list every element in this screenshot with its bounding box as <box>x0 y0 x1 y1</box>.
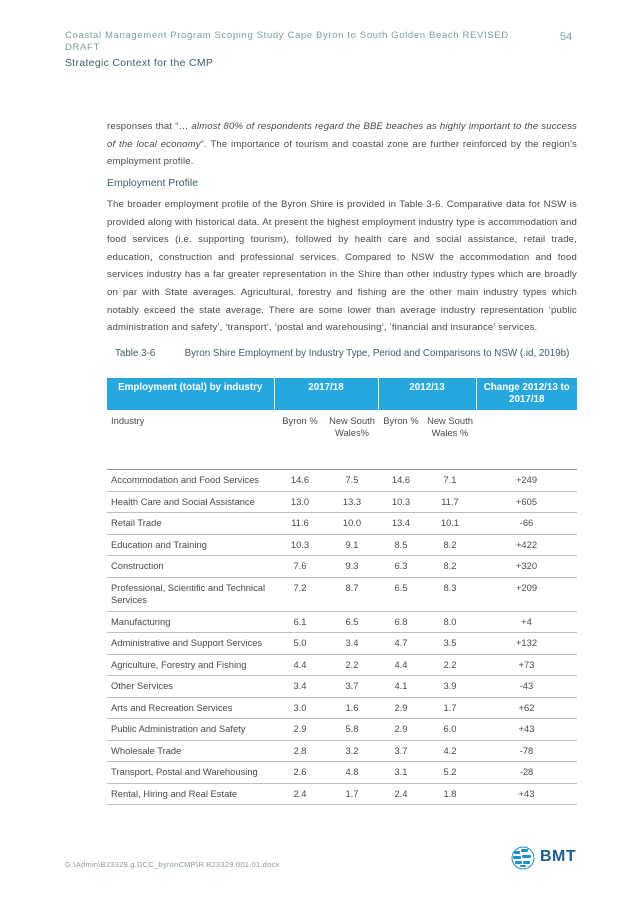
cell-change: +605 <box>476 491 577 513</box>
cell-byron-b: 2.9 <box>378 697 424 719</box>
table-row <box>107 470 577 492</box>
cell-nsw-b: 7.1 <box>424 470 476 492</box>
cell-industry: Agriculture, Forestry and Fishing <box>107 654 274 676</box>
cell-nsw-b: 8.2 <box>424 534 476 556</box>
cell-change: +43 <box>476 783 577 805</box>
table-caption-number: Table 3-6 <box>115 348 156 359</box>
cell-change: +132 <box>476 633 577 655</box>
employment-paragraph: The broader employment profile of the Byron Shire is provided in Table 3-6. Comparative data for NSW is provided along with historical data. At present the highest employment industry type is accommodation and food services (i.e. supporting tourism), followed by health care and social assistance, retail trade, education, construction and professional services. Compared to NSW the accommodation and food services industry has a far greater representation in the Shire than other industry types which are broadly on par with State averages. Agricultural, forestry and fishing are the other main industry types which notably exceed the state average. There are some lower than average industry representation ‘public administration and safety’, ‘transport’, ‘postal and warehousing’, ‘financial and insurance’ services. <box>107 199 577 334</box>
cell-nsw-b: 11.7 <box>424 491 476 513</box>
subheader-byron-b: Byron % <box>378 410 424 470</box>
cell-byron-b: 10.3 <box>378 491 424 513</box>
cell-nsw-a: 8.7 <box>326 577 378 611</box>
intro-paragraph <box>107 118 577 171</box>
cell-industry: Construction <box>107 556 274 578</box>
cell-change: +320 <box>476 556 577 578</box>
table-row <box>107 633 577 655</box>
cell-byron-b: 6.8 <box>378 611 424 633</box>
cell-nsw-a: 3.4 <box>326 633 378 655</box>
cell-nsw-b: 2.2 <box>424 654 476 676</box>
table-row <box>107 556 577 578</box>
cell-byron-b: 4.1 <box>378 676 424 698</box>
table-row <box>107 577 577 611</box>
cell-industry: Public Administration and Safety <box>107 719 274 741</box>
bmt-logo-text: BMT <box>540 848 577 865</box>
table-row <box>107 654 577 676</box>
cell-byron-b: 6.5 <box>378 577 424 611</box>
subheader-nsw-b: New South Wales % <box>424 410 476 470</box>
cell-byron-b: 6.3 <box>378 556 424 578</box>
cell-nsw-a: 9.1 <box>326 534 378 556</box>
cell-byron-b: 8.5 <box>378 534 424 556</box>
cell-industry: Retail Trade <box>107 513 274 535</box>
cell-industry: Manufacturing <box>107 611 274 633</box>
cell-byron-a: 6.1 <box>274 611 326 633</box>
cell-industry: Accommodation and Food Services <box>107 470 274 492</box>
bmt-logo <box>510 845 577 869</box>
cell-industry: Arts and Recreation Services <box>107 697 274 719</box>
document-title: Coastal Management Program Scoping Study Cape Byron to South Golden Beach REVISED DRAFT <box>65 30 509 53</box>
intro-suffix: ”. The importance of tourism and coastal zone are further reinforced by the region’s employment profile. <box>107 138 577 168</box>
cell-nsw-a: 6.5 <box>326 611 378 633</box>
footer-file-path: G:\Admin\B23329.g.DCC_byronCMP\R.B23329.001.01.docx <box>65 860 280 869</box>
cell-byron-b: 2.4 <box>378 783 424 805</box>
header-period-b: 2012/13 <box>378 378 476 410</box>
cell-byron-a: 2.4 <box>274 783 326 805</box>
cell-nsw-b: 4.2 <box>424 740 476 762</box>
cell-byron-b: 4.7 <box>378 633 424 655</box>
cell-nsw-a: 10.0 <box>326 513 378 535</box>
cell-industry: Health Care and Social Assistance <box>107 491 274 513</box>
table-row <box>107 783 577 805</box>
table-row <box>107 762 577 784</box>
cell-byron-b: 2.9 <box>378 719 424 741</box>
cell-byron-a: 2.8 <box>274 740 326 762</box>
cell-change: +73 <box>476 654 577 676</box>
table-row <box>107 719 577 741</box>
cell-nsw-a: 5.8 <box>326 719 378 741</box>
cell-byron-a: 3.0 <box>274 697 326 719</box>
cell-change: +4 <box>476 611 577 633</box>
table-header-row <box>107 378 577 410</box>
table-row <box>107 513 577 535</box>
table-row <box>107 491 577 513</box>
cell-change: -66 <box>476 513 577 535</box>
cell-nsw-a: 1.6 <box>326 697 378 719</box>
cell-byron-b: 3.1 <box>378 762 424 784</box>
cell-change: -28 <box>476 762 577 784</box>
cell-nsw-b: 8.2 <box>424 556 476 578</box>
subheader-industry: Industry <box>107 410 274 470</box>
cell-nsw-a: 7.5 <box>326 470 378 492</box>
cell-nsw-b: 3.9 <box>424 676 476 698</box>
cell-byron-b: 4.4 <box>378 654 424 676</box>
cell-change: +249 <box>476 470 577 492</box>
cell-nsw-a: 3.7 <box>326 676 378 698</box>
cell-nsw-a: 1.7 <box>326 783 378 805</box>
cell-nsw-a: 9.3 <box>326 556 378 578</box>
cell-byron-a: 2.9 <box>274 719 326 741</box>
cell-nsw-b: 8.3 <box>424 577 476 611</box>
cell-byron-a: 10.3 <box>274 534 326 556</box>
cell-change: -43 <box>476 676 577 698</box>
header-period-a: 2017/18 <box>274 378 378 410</box>
subheader-change <box>476 410 577 470</box>
cell-byron-a: 11.6 <box>274 513 326 535</box>
employment-profile-heading: Employment Profile <box>107 177 199 189</box>
cell-industry: Professional, Scientific and Technical Services <box>107 577 274 611</box>
table-row <box>107 611 577 633</box>
subheader-byron-a: Byron % <box>274 410 326 470</box>
cell-change: -78 <box>476 740 577 762</box>
bmt-globe-icon <box>510 845 540 871</box>
cell-change: +422 <box>476 534 577 556</box>
table-row <box>107 697 577 719</box>
cell-industry: Rental, Hiring and Real Estate <box>107 783 274 805</box>
cell-industry: Other Services <box>107 676 274 698</box>
cell-byron-a: 4.4 <box>274 654 326 676</box>
cell-nsw-b: 5.2 <box>424 762 476 784</box>
cell-nsw-b: 3.5 <box>424 633 476 655</box>
table-row <box>107 534 577 556</box>
cell-nsw-b: 10.1 <box>424 513 476 535</box>
cell-byron-a: 2.6 <box>274 762 326 784</box>
cell-industry: Education and Training <box>107 534 274 556</box>
cell-nsw-a: 13.3 <box>326 491 378 513</box>
cell-byron-a: 13.0 <box>274 491 326 513</box>
page-number: 54 <box>560 31 573 43</box>
cell-byron-b: 14.6 <box>378 470 424 492</box>
cell-byron-b: 3.7 <box>378 740 424 762</box>
cell-change: +62 <box>476 697 577 719</box>
cell-change: +43 <box>476 719 577 741</box>
cell-change: +209 <box>476 577 577 611</box>
cell-byron-a: 7.2 <box>274 577 326 611</box>
cell-industry: Administrative and Support Services <box>107 633 274 655</box>
cell-nsw-a: 4.8 <box>326 762 378 784</box>
table-row <box>107 676 577 698</box>
header-industry-group: Employment (total) by industry <box>107 378 274 410</box>
header-change: Change 2012/13 to 2017/18 <box>476 378 577 410</box>
intro-quote: almost 80% of respondents regard the BBE beaches as highly important to the success of the local economy <box>107 121 577 150</box>
section-title: Strategic Context for the CMP <box>65 57 214 69</box>
cell-byron-a: 14.6 <box>274 470 326 492</box>
cell-nsw-b: 6.0 <box>424 719 476 741</box>
cell-nsw-b: 1.7 <box>424 697 476 719</box>
cell-nsw-b: 1.8 <box>424 783 476 805</box>
table-subheader-row <box>107 410 577 470</box>
cell-byron-a: 5.0 <box>274 633 326 655</box>
cell-byron-b: 13.4 <box>378 513 424 535</box>
table-row <box>107 740 577 762</box>
subheader-nsw-a: New South Wales% <box>326 410 378 470</box>
cell-nsw-a: 2.2 <box>326 654 378 676</box>
cell-byron-a: 3.4 <box>274 676 326 698</box>
cell-nsw-b: 8.0 <box>424 611 476 633</box>
table-caption-text: Byron Shire Employment by Industry Type, Period and Comparisons to NSW (.id, 2019b) <box>184 348 570 359</box>
cell-industry: Wholesale Trade <box>107 740 274 762</box>
employment-table <box>107 378 577 805</box>
cell-industry: Transport, Postal and Warehousing <box>107 762 274 784</box>
cell-byron-a: 7.6 <box>274 556 326 578</box>
cell-nsw-a: 3.2 <box>326 740 378 762</box>
intro-prefix: responses that “… <box>107 121 192 132</box>
